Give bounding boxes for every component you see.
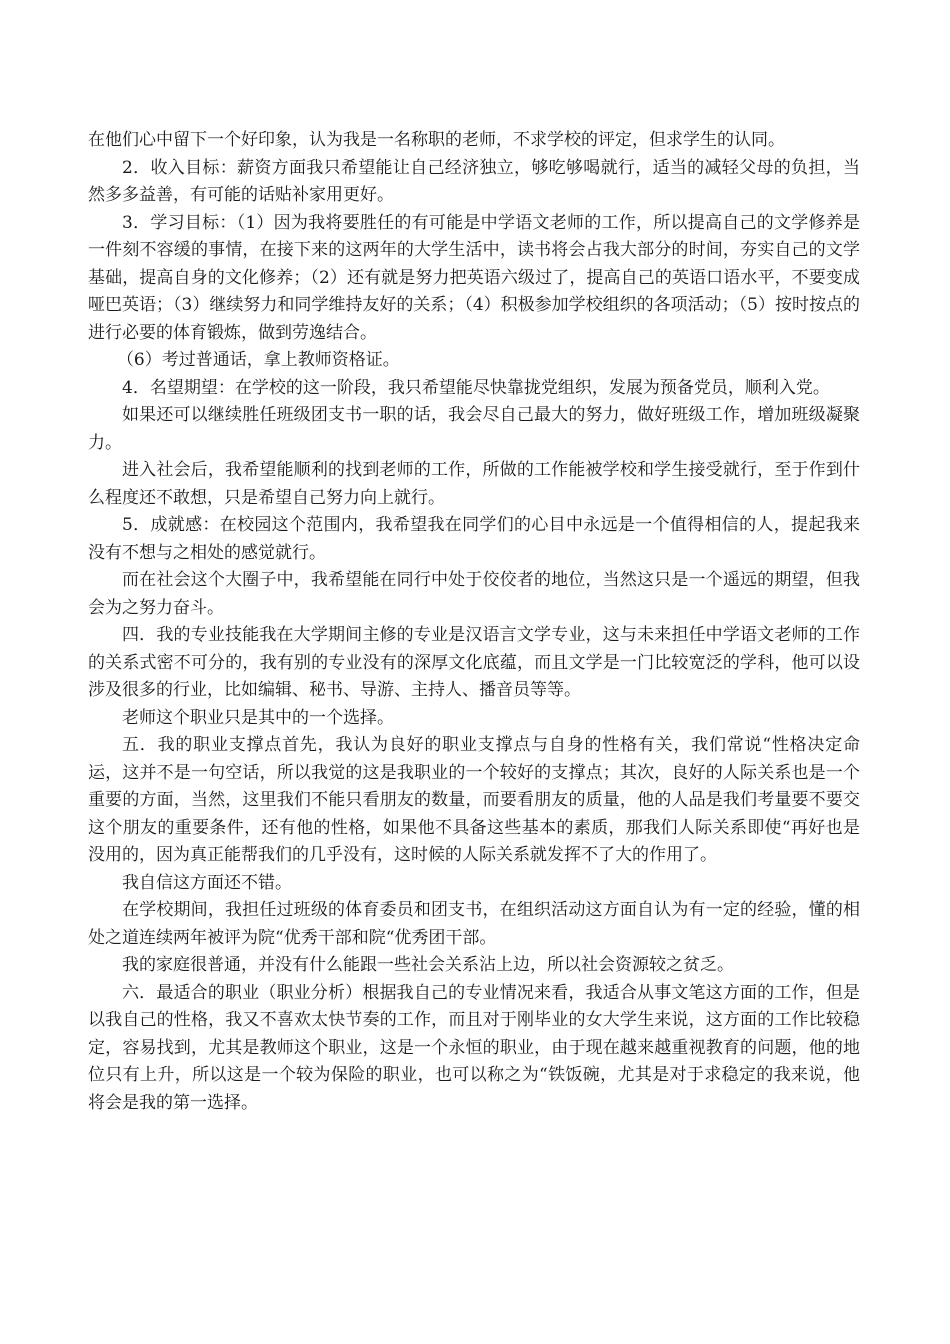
paragraph-8: 5．成就感：在校园这个范围内，我希望我在同学们的心目中永远是一个值得相信的人，提起我来没有不想与之相处的感觉就行。 [88, 515, 860, 563]
paragraph-6: 如果还可以继续胜任班级团支书一职的话，我会尽自己最大的努力，做好班级工作，增加班级凝聚力。 [88, 405, 860, 453]
paragraph-2: 2．收入目标：薪资方面我只希望能让自己经济独立，够吃够喝就行，适当的减轻父母的负担，当然多多益善，有可能的话贴补家用更好。 [88, 157, 860, 205]
paragraph-12: 五．我的职业支撑点首先，我认为良好的职业支撑点与自身的性格有关，我们常说“性格决定命运，这并不是一句空话，所以我觉的这是我职业的一个较好的支撑点；其次，良好的人际关系也是一个重要的方面，当然，这里我们不能只看朋友的数量，而要看朋友的质量，他的人品是我们考量要不要交这个朋友的重要条件，还有他的性格，如果他不具备这些基本的素质，那我们人际关系即使“再好也是没用的，因为真正能帮我们的几乎没有，这时候的人际关系就发挥不了大的作用了。 [88, 735, 860, 865]
paragraph-9: 而在社会这个大圈子中，我希望能在同行中处于佼佼者的地位，当然这只是一个遥远的期望，但我会为之努力奋斗。 [88, 570, 860, 618]
paragraph-10: 四．我的专业技能我在大学期间主修的专业是汉语言文学专业，这与未来担任中学语文老师的工作的关系式密不可分的，我有别的专业没有的深厚文化底蕴，而且文学是一门比较宽泛的学科，他可以设涉及很多的行业，比如编辑、秘书、导游、主持人、播音员等等。 [88, 625, 860, 700]
document-page [88, 127, 860, 1117]
paragraph-4: （6）考过普通话，拿上教师资格证。 [116, 350, 400, 370]
paragraph-16: 六．最适合的职业（职业分析）根据我自己的专业情况来看，我适合从事文笔这方面的工作，但是以我自己的性格，我又不喜欢太快节奏的工作，而且对于刚毕业的女大学生来说，这方面的工作比较稳定，容易找到，尤其是教师这个职业，这是一个永恒的职业，由于现在越来越重视教育的问题，他的地位只有上升，所以这是一个较为保险的职业，也可以称之为“铁饭碗，尤其是对于求稳定的我来说，他将会是我的第一选择。 [88, 982, 860, 1113]
paragraph-1: 在他们心中留下一个好印象，认为我是一名称职的老师，不求学校的评定，但求学生的认同。 [88, 130, 785, 150]
paragraph-14: 在学校期间，我担任过班级的体育委员和团支书，在组织活动这方面自认为有一定的经验，懂的相处之道连续两年被评为院“优秀干部和院“优秀团干部。 [88, 900, 860, 948]
paragraph-13: 我自信这方面还不错。 [122, 872, 292, 893]
paragraph-15: 我的家庭很普通，并没有什么能跟一些社会关系沾上边，所以社会资源较之贫乏。 [122, 955, 734, 975]
paragraph-3: 3．学习目标：（1）因为我将要胜任的有可能是中学语文老师的工作，所以提高自己的文学修养是一件刻不容缓的事情，在接下来的这两年的大学生活中，读书将会占我大部分的时间，夯实自己的文学基础，提高自身的文化修养；（2）还有就是努力把英语六级过了，提高自己的英语口语水平，不要变成哑巴英语；（3）继续努力和同学维持友好的关系；（4）积极参加学校组织的各项活动；（5）按时按点的进行必要的体育锻炼，做到劳逸结合。 [88, 212, 860, 343]
paragraph-5: 4．名望期望：在学校的这一阶段，我只希望能尽快靠拢党组织，发展为预备党员，顺利入党。 [122, 377, 830, 398]
paragraph-11: 老师这个职业只是其中的一个选择。 [122, 707, 394, 728]
paragraph-7: 进入社会后，我希望能顺利的找到老师的工作，所做的工作能被学校和学生接受就行，至于作到什么程度还不敢想，只是希望自己努力向上就行。 [88, 460, 860, 508]
